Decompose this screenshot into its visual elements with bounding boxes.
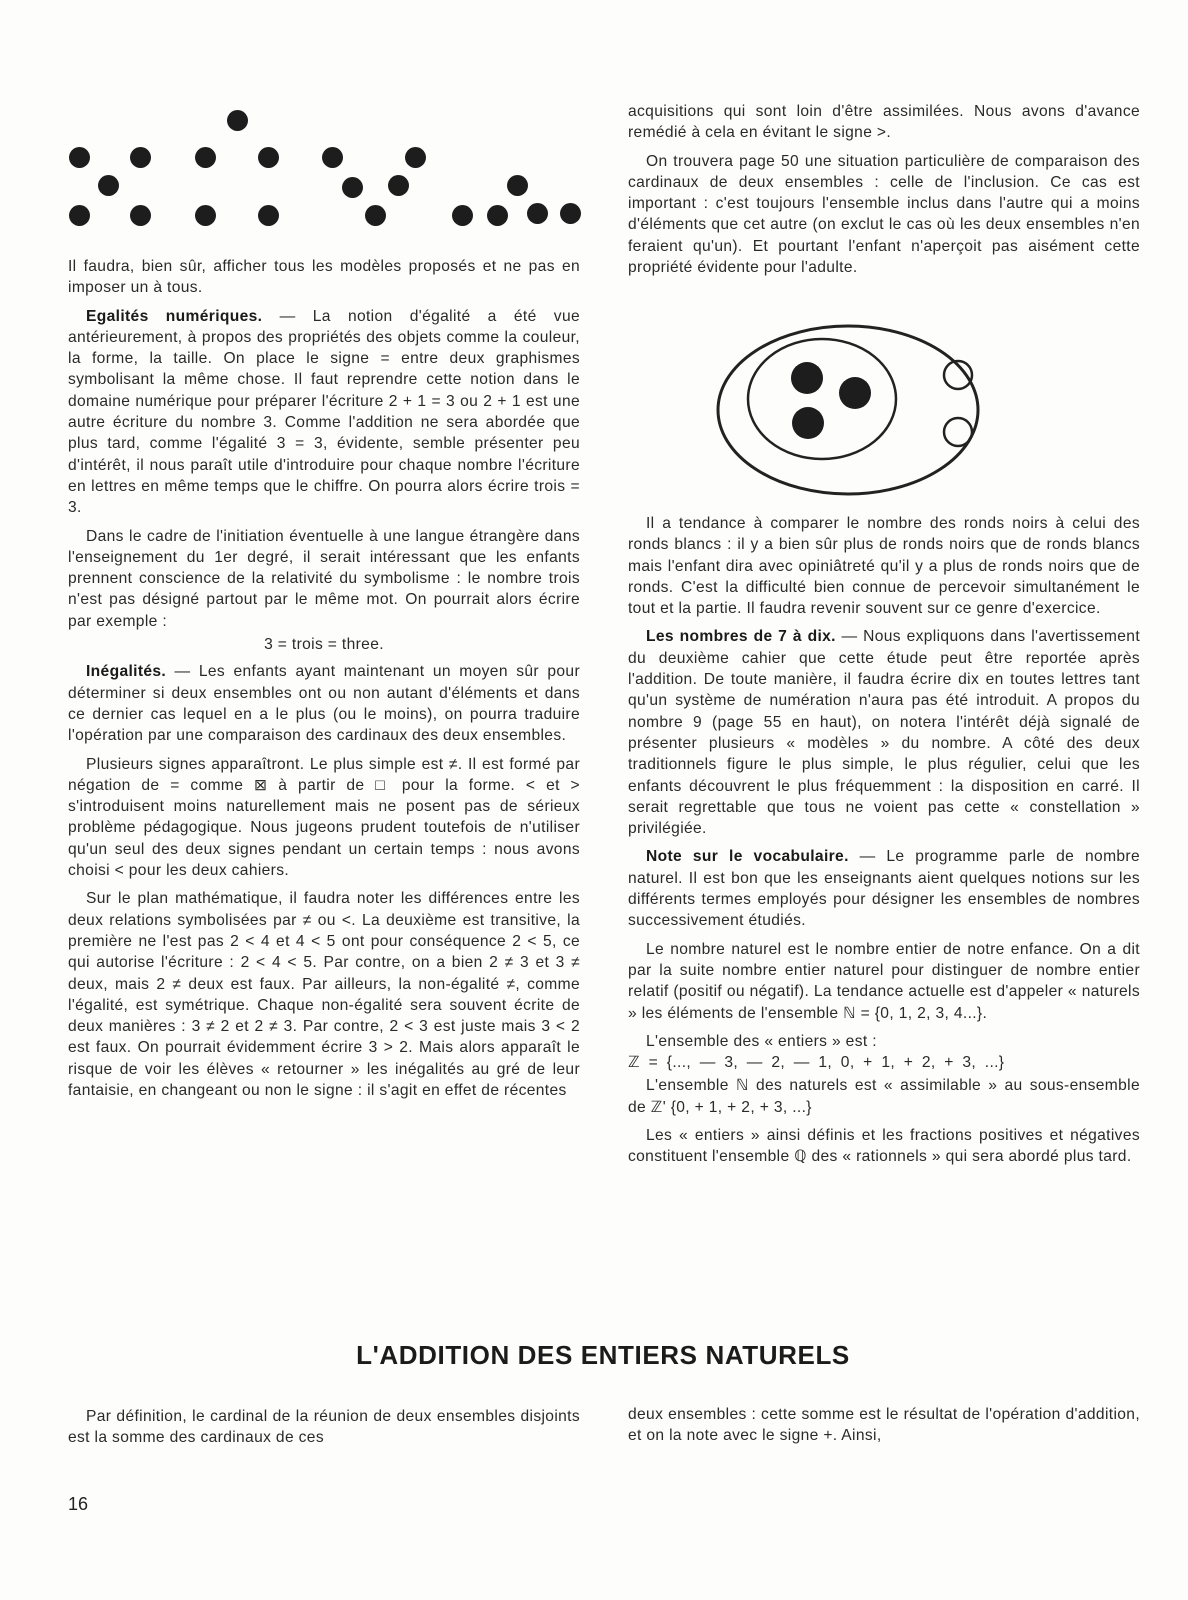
dot — [560, 203, 581, 224]
paragraph-text: deux ensembles : cette somme est le résultat de l'opération d'addition, et on la note avec le signe +. Ainsi, — [628, 1406, 1140, 1445]
right-column-top — [628, 101, 1140, 285]
paragraph-text: Plusieurs signes apparaîtront. Le plus simple est ≠. Il est formé par négation de = comme ⊠ à partir de □ pour la forme. < et > s'introduisent moins naturellement mais ne posent pas de sérieux problème pédagogique. Nous jugeons prudent toutefois de n'utiliser qu'un seul des deux signes pendant un certain temps : nous avons choisi < pour les deux cahiers. — [68, 755, 580, 880]
left-column — [68, 256, 580, 1108]
paragraph — [68, 754, 580, 882]
inner-set-ellipse — [748, 339, 896, 459]
paragraph-heading: Note sur le vocabulaire. — [646, 848, 849, 866]
formula: ℤ = {..., — 3, — 2, — 1, 0, + 1, + 2, + 3, ...} — [628, 1054, 1005, 1072]
paragraph — [68, 526, 580, 632]
paragraph-text: Il a tendance à comparer le nombre des ronds noirs à celui des ronds blancs : il y a bien sûr plus de ronds noirs que de ronds blancs mais l'enfant dira avec opiniâtreté qu'il y a plus de ronds noirs que de ronds. C'est la difficulté bien connue de percevoir simultanément le tout et la partie. Il faudra revenir souvent sur ce genre d'exercice. — [628, 515, 1140, 618]
dot — [365, 205, 386, 226]
paragraph-text: L'ensemble des « entiers » est : — [646, 1032, 877, 1050]
paragraph-text: — La notion d'égalité a été vue antérieurement, à propos des propriétés des objets comme la couleur, la forme, la taille. On place le signe = entre deux graphismes symbolisant la même chose. Il faut reprendre cette notion dans le domaine numérique pour préparer l'écriture 2 + 1 = 3 ou 2 + 1 est une autre écriture du nombre 3. Comme l'addition ne sera abordée que plus tard, comme l'égalité 3 = 3, évidente, semble présenter peu d'intérêt, il nous paraît utile d'introduire pour chaque nombre l'écriture en lettres en même temps que le chiffre. On pourra alors écrire trois = 3. — [68, 307, 581, 517]
black-dot — [791, 362, 823, 394]
paragraph — [628, 513, 1140, 619]
paragraph-text: — Les enfants ayant maintenant un moyen sûr pour déterminer si deux ensembles ont ou non autant d'éléments et dans ce dernier cas lequel en a le plus (ou le moins), on pourra traduire l'opération par une comparaison des cardinaux des deux ensembles. — [68, 663, 580, 745]
bottom-right-column — [628, 1404, 1140, 1454]
dot — [195, 147, 216, 168]
paragraph — [628, 939, 1140, 1024]
paragraph-text: Le nombre naturel est le nombre entier de notre enfance. On a dit par la suite nombre entier naturel pour distinguer de nombre entier relatif (positif ou négatif). La tendance actuelle est d'appeler « naturels » les éléments de l'ensemble ℕ = {0, 1, 2, 3, 4...}. — [628, 940, 1140, 1022]
paragraph-text: Par définition, le cardinal de la réunion de deux ensembles disjoints est la somme des cardinaux de ces — [68, 1408, 580, 1447]
dot — [405, 147, 426, 168]
paragraph-text: On trouvera page 50 une situation particulière de comparaison des cardinaux de deux ensembles : celle de l'inclusion. Ce cas est important : c'est toujours l'ensemble inclus dans l'autre qui a moins d'éléments que cet autre (on exclut le cas où les deux ensembles n'en feraient qu'un). Et pourtant l'enfant n'aperçoit pas aisément cette propriété évidente pour l'adulte. — [628, 152, 1140, 277]
dot — [69, 147, 90, 168]
paragraph-text: — Nous expliquons dans l'avertissement du deuxième cahier que cette étude peut être reportée après l'addition. De toute manière, il faudra écrire dix en toutes lettres tant qu'un système de numération n'aura pas été introduit. A propos du nombre 9 (page 55 en haut), on notera l'intérêt déjà signalé de présenter plusieurs « modèles » du nombre. A côté des deux traditionnels figure le plus simple, le plus régulier, celui que les enfants découvrent le plus fréquemment : la disposition en carré. Il serait regrettable que tous ne voient pas cette « constellation » privilégiée. — [628, 628, 1140, 838]
formula: 3 = trois = three. — [264, 636, 384, 654]
paragraph — [628, 151, 1140, 279]
paragraph-text: L'ensemble ℕ des naturels est « assimilable » au sous-ensemble de ℤ' {0, + 1, + 2, + 3, ...} — [628, 1077, 1140, 1116]
dot — [227, 110, 248, 131]
paragraph — [68, 888, 580, 1101]
inclusion-diagram — [700, 315, 1000, 505]
paragraph — [628, 1404, 1140, 1447]
paragraph-vocabulaire — [628, 846, 1140, 931]
dot — [69, 205, 90, 226]
dot — [258, 147, 279, 168]
paragraph-heading: Egalités numériques. — [86, 307, 263, 325]
white-circle — [944, 418, 972, 446]
paragraph-text: Il faudra, bien sûr, afficher tous les modèles proposés et ne pas en imposer un à tous. — [68, 258, 580, 297]
paragraph — [628, 1031, 1140, 1052]
dot — [258, 205, 279, 226]
dot — [342, 177, 363, 198]
dot — [130, 147, 151, 168]
paragraph-text: Sur le plan mathématique, il faudra noter les différences entre les deux relations symbolisées par ≠ ou <. La deuxième est transitive, la première ne l'est pas 2 < 4 et 4 < 5 ont pour conséquence 2 < 5, ce qui autorise l'écriture : 2 < 4 < 5. Par contre, on a bien 2 ≠ 3 et 3 ≠ deux, mais 2 ≠ deux est faux. Par ailleurs, la non-égalité ≠, comme l'égalité, est symétrique. Chaque non-égalité sera souvent écrite de deux manières : 3 ≠ 2 et 2 ≠ 3. Par contre, 2 < 3 est juste mais 3 < 2 est faux. On pourrait évidemment écrire 3 > 2. Mais alors apparaît le risque de voir les élèves « retourner » les inégalités au gré de leur fantaisie, en changeant ou non le signe : il s'agit en effet de récentes — [68, 890, 580, 1099]
dot — [527, 203, 548, 224]
paragraph-nombres — [628, 626, 1140, 839]
black-dot — [792, 407, 824, 439]
right-column-bottom — [628, 513, 1140, 1175]
dot — [98, 175, 119, 196]
section-title: L'ADDITION DES ENTIERS NATURELS — [356, 1340, 850, 1370]
paragraph — [628, 1125, 1140, 1168]
paragraph — [68, 256, 580, 299]
paragraph-text: Les « entiers » ainsi définis et les fractions positives et négatives constituent l'ensemble ℚ des « rationnels » qui sera abordé plus tard. — [628, 1127, 1140, 1166]
paragraph-text: — Le programme parle de nombre naturel. Il est bon que les enseignants aient quelques notions sur les différents termes employés pour désigner les ensembles de nombres successivement étudiés. — [628, 848, 1140, 930]
paragraph — [68, 1406, 580, 1449]
dot — [487, 205, 508, 226]
dot — [195, 205, 216, 226]
page-number: 16 — [68, 1494, 89, 1514]
black-dot — [839, 377, 871, 409]
dot-models-figure — [0, 0, 600, 240]
paragraph-text: acquisitions qui sont loin d'être assimilées. Nous avons d'avance remédié à cela en évitant le signe >. — [628, 103, 1140, 142]
paragraph — [628, 101, 1140, 144]
outer-set-ellipse — [718, 326, 978, 494]
dot — [507, 175, 528, 196]
paragraph-heading: Inégalités. — [86, 663, 167, 681]
paragraph-text: Dans le cadre de l'initiation éventuelle à une langue étrangère dans l'enseignement du 1er degré, il serait intéressant que les enfants prennent conscience de la relativité du symbolisme : le nombre trois n'est pas désigné partout par le même mot. On pourrait alors écrire par exemple : — [68, 527, 580, 630]
dot — [322, 147, 343, 168]
bottom-left-column — [68, 1406, 580, 1456]
dot — [388, 175, 409, 196]
paragraph-inegalites — [68, 661, 580, 746]
paragraph — [628, 1075, 1140, 1118]
paragraph-egalites — [68, 306, 580, 519]
paragraph-heading: Les nombres de 7 à dix. — [646, 628, 836, 646]
dot — [452, 205, 473, 226]
dot — [130, 205, 151, 226]
